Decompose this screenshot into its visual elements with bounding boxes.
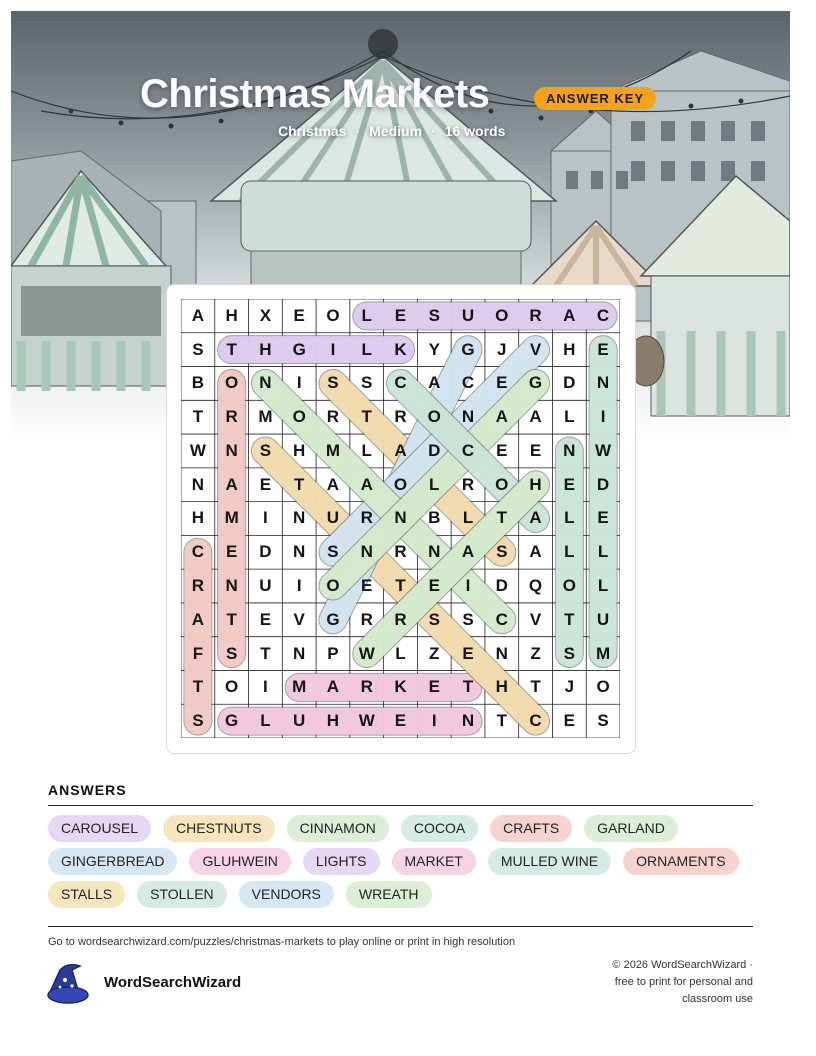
grid-cell: I bbox=[600, 407, 606, 427]
answer-chip: GINGERBREAD bbox=[48, 848, 177, 875]
grid-cell: E bbox=[259, 474, 272, 494]
grid-cell: S bbox=[192, 711, 204, 731]
grid-cell: K bbox=[394, 677, 407, 697]
grid-cell: A bbox=[326, 677, 340, 697]
divider bbox=[48, 805, 753, 806]
grid-cell: I bbox=[263, 508, 268, 528]
grid-cell: T bbox=[530, 677, 541, 697]
grid-cell: G bbox=[326, 609, 340, 629]
grid-cell: T bbox=[192, 407, 204, 427]
grid-cell: E bbox=[496, 373, 508, 393]
grid-cell: U bbox=[461, 305, 475, 325]
grid-cell: A bbox=[225, 474, 238, 494]
grid-cell: H bbox=[293, 440, 306, 460]
grid-cell: L bbox=[361, 305, 372, 325]
grid-cell: N bbox=[360, 542, 373, 562]
grid-cell: E bbox=[597, 339, 609, 359]
meta-word-count: 16 words bbox=[444, 123, 506, 139]
grid-cell: L bbox=[462, 508, 474, 528]
grid-cell: R bbox=[191, 576, 205, 595]
grid-cell: O bbox=[292, 407, 306, 427]
grid-cell: N bbox=[596, 373, 610, 393]
grid-cell: X bbox=[259, 305, 272, 325]
grid-cell: C bbox=[461, 373, 475, 393]
grid-cell: R bbox=[360, 508, 373, 528]
grid-cell: C bbox=[191, 542, 205, 562]
grid-cell: N bbox=[461, 711, 475, 731]
grid-cell: S bbox=[462, 609, 474, 629]
grid-cell: N bbox=[563, 440, 576, 460]
grid-cell: T bbox=[226, 609, 237, 629]
grid-cell: Z bbox=[429, 643, 440, 663]
grid-cell: L bbox=[564, 407, 575, 427]
answer-chip: STALLS bbox=[48, 881, 125, 908]
answer-chip: CHESTNUTS bbox=[163, 815, 275, 842]
grid-cell: S bbox=[597, 711, 609, 731]
grid-cell: S bbox=[563, 643, 575, 663]
grid-cell: E bbox=[597, 508, 609, 528]
grid-cell: I bbox=[431, 711, 437, 731]
grid-cell: E bbox=[394, 711, 407, 731]
answer-chip: CINNAMON bbox=[287, 815, 389, 842]
grid-cell: T bbox=[496, 508, 507, 528]
grid-cell: D bbox=[259, 542, 272, 562]
grid-cell: N bbox=[225, 440, 238, 460]
divider bbox=[48, 926, 753, 927]
grid-cell: O bbox=[326, 576, 340, 595]
grid-cell: J bbox=[564, 677, 575, 697]
grid-cell: R bbox=[529, 305, 542, 325]
grid-cell: T bbox=[293, 474, 305, 494]
grid-cell: N bbox=[394, 508, 407, 528]
grid-cell: D bbox=[428, 440, 441, 460]
grid-cell: L bbox=[597, 542, 609, 562]
grid-cell: L bbox=[395, 643, 406, 663]
grid-cell: W bbox=[189, 440, 206, 460]
answers-heading: ANSWERS bbox=[48, 782, 127, 798]
grid-cell: U bbox=[326, 508, 340, 528]
grid-cell: L bbox=[597, 576, 609, 595]
grid-cell: I bbox=[263, 677, 268, 697]
grid-cell: A bbox=[461, 542, 475, 562]
grid-cell: E bbox=[563, 711, 575, 731]
grid-cell: S bbox=[428, 305, 440, 325]
grid-cell: U bbox=[596, 609, 610, 629]
grid-cell: A bbox=[563, 305, 576, 325]
answer-key-badge: ANSWER KEY bbox=[534, 87, 656, 110]
grid-cell: O bbox=[427, 407, 441, 427]
grid-cell: N bbox=[293, 508, 306, 528]
grid-cell: W bbox=[358, 711, 375, 731]
grid-cell: A bbox=[529, 542, 542, 562]
grid-cell: E bbox=[462, 643, 474, 663]
grid-cell: H bbox=[495, 677, 508, 697]
answer-chip: WREATH bbox=[346, 881, 432, 908]
grid-cell: O bbox=[326, 305, 340, 325]
answer-chip: GLUHWEIN bbox=[189, 848, 290, 875]
grid-cell: B bbox=[428, 508, 441, 528]
grid-cell: O bbox=[225, 373, 239, 393]
grid-cell: C bbox=[394, 373, 407, 393]
grid-cell: A bbox=[191, 305, 205, 325]
grid-cell: E bbox=[428, 677, 440, 697]
grid-cell: S bbox=[225, 643, 238, 663]
grid-cell: Y bbox=[428, 339, 440, 359]
grid-cell: M bbox=[325, 440, 341, 460]
grid-cell: I bbox=[296, 576, 302, 595]
grid-cell: N bbox=[191, 474, 205, 494]
grid-cell: L bbox=[361, 440, 372, 460]
grid-cell: O bbox=[495, 305, 509, 325]
grid-cell: L bbox=[361, 339, 372, 359]
grid-cell: N bbox=[428, 542, 441, 562]
grid-cell: M bbox=[224, 508, 239, 528]
grid-cell: T bbox=[564, 609, 575, 629]
grid-cell: S bbox=[361, 373, 373, 393]
answer-chip: GARLAND bbox=[584, 815, 678, 842]
grid-cell: K bbox=[394, 339, 407, 359]
grid-cell: I bbox=[296, 373, 302, 393]
grid-cell: P bbox=[327, 643, 339, 663]
grid-cell: H bbox=[326, 711, 340, 731]
grid-cell: H bbox=[563, 339, 576, 359]
grid-cell: Z bbox=[530, 643, 541, 663]
puzzle-meta bbox=[278, 123, 505, 139]
grid-cell: N bbox=[461, 407, 475, 427]
grid-cell: R bbox=[461, 474, 475, 494]
grid-cell: C bbox=[495, 609, 508, 629]
grid-cell: O bbox=[225, 677, 239, 697]
grid-cell: R bbox=[394, 609, 407, 629]
wizard-hat-icon bbox=[46, 962, 94, 1006]
grid-cell: N bbox=[259, 373, 272, 393]
grid-cell: V bbox=[529, 339, 542, 359]
grid-cell: G bbox=[461, 339, 475, 359]
grid-cell: A bbox=[360, 474, 373, 494]
grid-cell: S bbox=[327, 542, 339, 562]
meta-theme: Christmas bbox=[278, 123, 347, 139]
grid-cell: J bbox=[497, 339, 507, 359]
answer-chip: LIGHTS bbox=[303, 848, 380, 875]
grid-cell: A bbox=[529, 407, 542, 427]
grid-cell: N bbox=[225, 576, 238, 595]
grid-cell: V bbox=[293, 609, 305, 629]
grid-cell: F bbox=[192, 643, 204, 663]
grid-cell: M bbox=[258, 407, 273, 427]
copyright-line: © 2026 WordSearchWizard · bbox=[612, 959, 753, 971]
meta-separator: · bbox=[431, 123, 436, 139]
grid-cell: H bbox=[259, 339, 272, 359]
copyright-line: classroom use bbox=[682, 993, 753, 1005]
answer-chip: COCOA bbox=[401, 815, 478, 842]
grid-cell: S bbox=[496, 542, 508, 562]
grid-cell: N bbox=[293, 643, 306, 663]
grid-cell: M bbox=[292, 677, 307, 697]
footer-link-text[interactable]: Go to wordsearchwizard.com/puzzles/christmas-markets to play online or print in high resolution bbox=[48, 936, 516, 948]
letter-grid bbox=[181, 299, 620, 738]
answer-chip: MULLED WINE bbox=[488, 848, 611, 875]
grid-cell: H bbox=[529, 474, 542, 494]
grid-cell: A bbox=[394, 440, 407, 460]
brand-name: WordSearchWizard bbox=[104, 974, 242, 991]
word-search-grid bbox=[181, 299, 620, 738]
grid-cell: U bbox=[259, 576, 272, 595]
grid-cell: B bbox=[191, 373, 205, 393]
grid-cell: S bbox=[259, 440, 272, 460]
grid-cell: E bbox=[428, 576, 440, 595]
grid-cell: A bbox=[326, 474, 340, 494]
grid-cell: A bbox=[428, 373, 441, 393]
grid-cell: D bbox=[563, 373, 576, 393]
grid-cell: H bbox=[225, 305, 238, 325]
grid-cell: D bbox=[596, 474, 610, 494]
grid-cell: R bbox=[225, 407, 238, 427]
grid-cell: R bbox=[326, 407, 340, 427]
grid-cell: T bbox=[226, 339, 237, 359]
answer-chip: VENDORS bbox=[239, 881, 334, 908]
grid-cell: A bbox=[495, 407, 508, 427]
answer-chip: CRAFTS bbox=[490, 815, 572, 842]
grid-cell: C bbox=[596, 305, 610, 325]
answer-chip: MARKET bbox=[392, 848, 476, 875]
grid-cell: O bbox=[562, 576, 576, 595]
grid-cell: O bbox=[596, 677, 610, 697]
grid-cell: T bbox=[395, 576, 406, 595]
grid-cell: O bbox=[393, 474, 408, 494]
grid-cell: L bbox=[260, 711, 271, 731]
grid-cell: M bbox=[595, 643, 611, 663]
grid-cell: E bbox=[496, 440, 508, 460]
grid-cell: T bbox=[192, 677, 204, 697]
grid-cell: S bbox=[327, 373, 339, 393]
grid-cell: R bbox=[394, 542, 407, 562]
puzzle-title: Christmas Markets bbox=[140, 72, 490, 116]
copyright-line: free to print for personal and bbox=[614, 976, 753, 988]
grid-cell: L bbox=[564, 542, 575, 562]
grid-cell: V bbox=[529, 609, 542, 629]
grid-cell: E bbox=[259, 609, 272, 629]
grid-cell: T bbox=[260, 643, 271, 663]
grid-cell: G bbox=[225, 711, 239, 731]
grid-cell: G bbox=[292, 339, 306, 359]
answer-chip: STOLLEN bbox=[137, 881, 227, 908]
grid-cell: E bbox=[563, 474, 575, 494]
grid-cell: Q bbox=[528, 576, 543, 595]
grid-cell: I bbox=[465, 576, 471, 595]
copyright-notice bbox=[553, 957, 753, 1008]
grid-cell: A bbox=[529, 508, 542, 528]
grid-cell: E bbox=[529, 440, 542, 460]
grid-cell: W bbox=[358, 643, 375, 663]
grid-cell: N bbox=[495, 643, 508, 663]
grid-cell: N bbox=[293, 542, 306, 562]
grid-cell: T bbox=[361, 407, 372, 427]
grid-cell: E bbox=[293, 305, 305, 325]
grid-cell: S bbox=[428, 609, 440, 629]
grid-cell: R bbox=[360, 609, 373, 629]
grid-cell: G bbox=[528, 373, 543, 393]
answer-chip: CAROUSEL bbox=[48, 815, 151, 842]
grid-cell: U bbox=[293, 711, 306, 731]
grid-cell: S bbox=[192, 339, 204, 359]
grid-cell: L bbox=[429, 474, 440, 494]
grid-cell: A bbox=[191, 609, 205, 629]
grid-cell: W bbox=[595, 440, 612, 460]
grid-cell: C bbox=[461, 440, 475, 460]
grid-cell: T bbox=[496, 711, 507, 731]
grid-cell: H bbox=[191, 508, 205, 528]
meta-separator: · bbox=[355, 123, 361, 139]
grid-cell: E bbox=[394, 305, 407, 325]
grid-cell: O bbox=[495, 474, 509, 494]
answer-chip: ORNAMENTS bbox=[623, 848, 738, 875]
grid-cell: L bbox=[564, 508, 575, 528]
answer-list bbox=[48, 815, 753, 908]
grid-cell: R bbox=[360, 677, 373, 697]
grid-cell: T bbox=[462, 677, 474, 697]
grid-cell: D bbox=[495, 576, 508, 595]
grid-cell: I bbox=[330, 339, 336, 359]
grid-cell: R bbox=[394, 407, 407, 427]
grid-cell: C bbox=[529, 711, 542, 731]
grid-cell: E bbox=[225, 542, 238, 562]
meta-difficulty: Medium bbox=[369, 123, 423, 139]
grid-cell: E bbox=[361, 576, 373, 595]
